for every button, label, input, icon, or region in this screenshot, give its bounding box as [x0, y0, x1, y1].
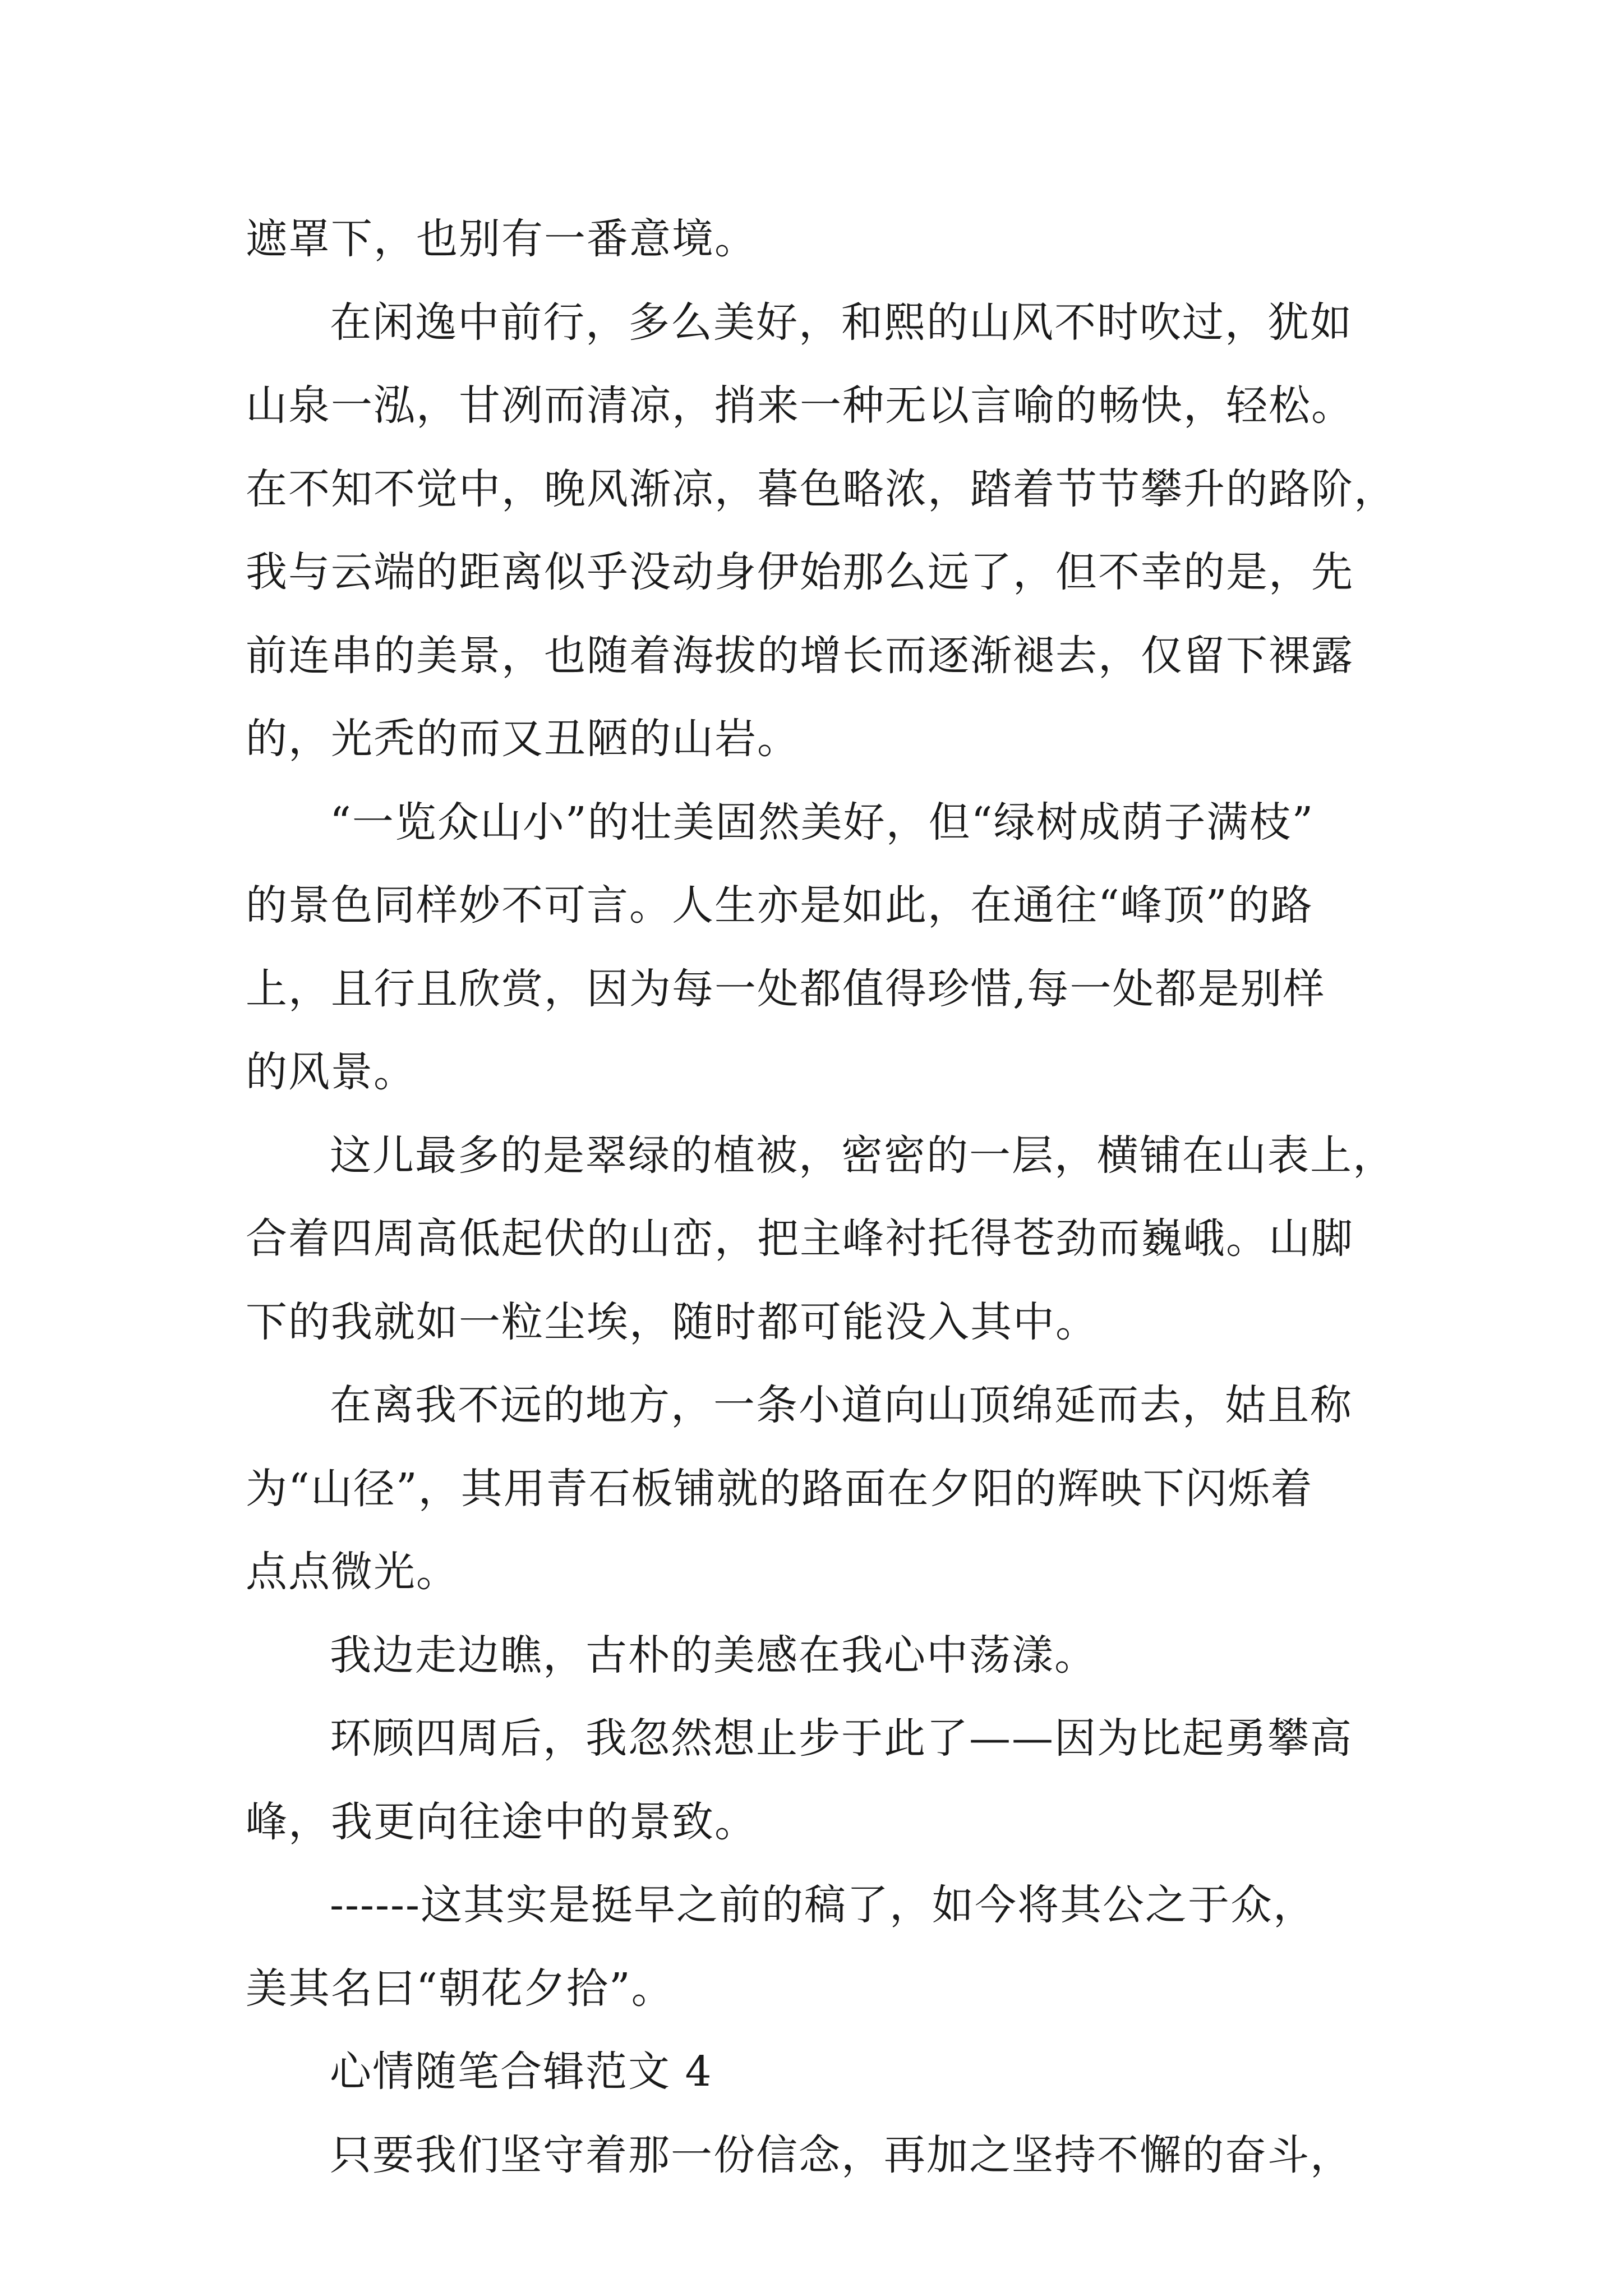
text-line: 峰，我更向往途中的景致。 — [246, 1797, 757, 1846]
text-line: 下的我就如一粒尘埃，随时都可能没入其中。 — [246, 1297, 1098, 1346]
text-line: 在闲逸中前行，多么美好，和熙的山风不时吹过，犹如 — [330, 298, 1353, 347]
text-line: 为“山径”，其用青石板铺就的路面在夕阳的辉映下闪烁着 — [246, 1464, 1313, 1513]
text-line: “一览众山小”的壮美固然美好，但“绿树成荫子满枝” — [330, 798, 1315, 846]
text-line: 的，光秃的而又丑陋的山岩。 — [246, 715, 800, 763]
text-line: 美其名曰“朝花夕拾”。 — [246, 1964, 674, 2013]
text-line: 的景色同样妙不可言。人生亦是如此，在通往“峰顶”的路 — [246, 881, 1313, 930]
text-line: 环顾四周后，我忽然想止步于此了——因为比起勇攀高 — [330, 1714, 1353, 1763]
text-line: 在不知不觉中，晚风渐凉，暮色略浓，踏着节节攀升的路阶， — [246, 464, 1396, 513]
text-line: 遮罩下，也别有一番意境。 — [246, 215, 757, 263]
text-line: 这儿最多的是翠绿的植被，密密的一层，横铺在山表上， — [330, 1131, 1395, 1180]
text-line: ------这其实是挺早之前的稿了，如今将其公之于众， — [330, 1881, 1316, 1929]
text-line: 的风景。 — [246, 1048, 416, 1096]
text-line: 在离我不远的地方，一条小道向山顶绵延而去，姑且称 — [330, 1381, 1353, 1429]
text-line: 前连串的美景，也随着海拔的增长而逐渐褪去，仅留下裸露 — [246, 631, 1354, 680]
text-line: 我边走边瞧，古朴的美感在我心中荡漾。 — [330, 1631, 1097, 1680]
text-line: 合着四周高低起伏的山峦，把主峰衬托得苍劲而巍峨。山脚 — [246, 1214, 1354, 1263]
body-text — [246, 197, 1396, 2197]
text-line: 点点微光。 — [246, 1548, 459, 1596]
text-line: 心情随笔合辑范文 4 — [330, 2047, 713, 2096]
text-line: 上，且行且欣赏，因为每一处都值得珍惜,每一处都是别样 — [246, 964, 1326, 1013]
text-line: 我与云端的距离似乎没动身伊始那么远了，但不幸的是，先 — [246, 548, 1354, 596]
text-line: 只要我们坚守着那一份信念，再加之坚持不懈的奋斗， — [330, 2131, 1353, 2179]
text-line: 山泉一泓，甘冽而清凉，捎来一种无以言喻的畅快，轻松。 — [246, 381, 1354, 430]
